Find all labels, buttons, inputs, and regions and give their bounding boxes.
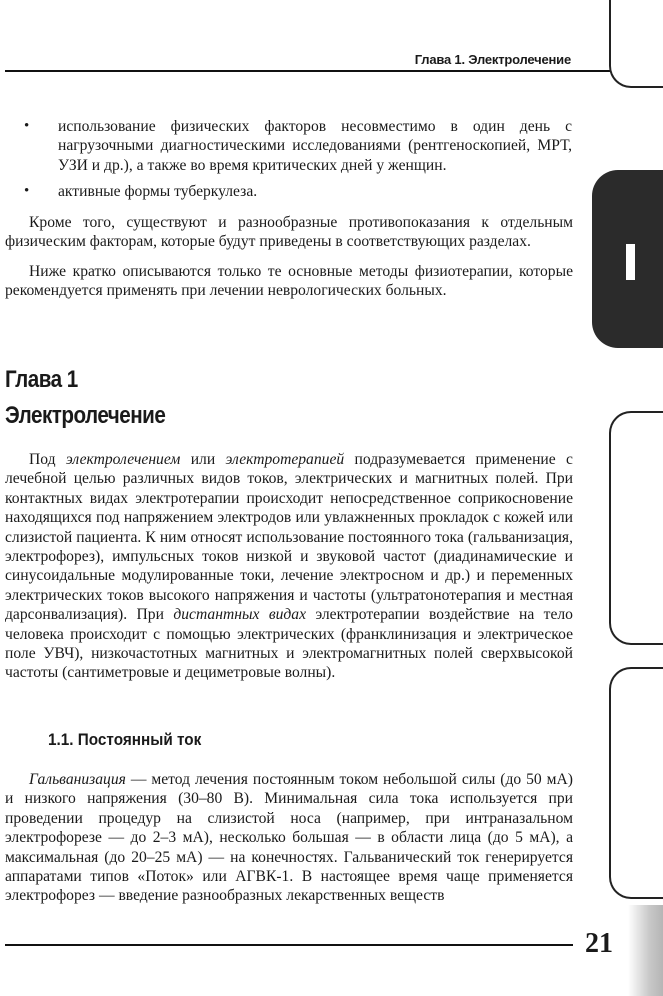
bullet-marker: • — [24, 118, 30, 134]
header-rule — [5, 70, 611, 72]
text-run: подразумевается применение с лечебной целью различных видов токов, электрических и магнитных полей. При контактных видах электротерапии происходит непосредственное соприкосновение находящихся под напряжением электродов или увлажненных прокладок с кожей или слизистой пациента. К ним относят использование постоянного тока (гальванизация, электрофорез), импульсных токов низкой и звуковой частот (диадинамические и синусоидальные модулированные токи, лечение электросном и др.) и переменных электрических токов высокого напряжения и частоты (ультратонотерапия и местная дарсонвализация). При — [5, 451, 573, 624]
emphasis-term: Гальванизация — [29, 771, 126, 788]
thumb-tab-middle — [609, 411, 663, 645]
thumb-tab-top — [609, 0, 663, 88]
text-run: — метод лечения постоянным током небольшой силы (до 50 мА) и низкого напряжения (30–80 В). Минимальная сила тока используется при проведении процедур на слизистой носа (например, при интраназальном электрофорезе — до 2–3 мА), несколько большая — в области лица (до 5 мА), а максимальная (до 20–25 мА) — на конечностях. Гальванический ток генерируется аппаратами типов «Поток» или АГВК-1. В настоящее время чаще применяется электрофорез — введение разнообразных лекарственных веществ — [5, 771, 573, 905]
section-paragraph — [5, 770, 573, 906]
emphasis-term: электротерапией — [225, 451, 345, 468]
emphasis-term: электролечением — [65, 451, 181, 468]
chapter-number: Глава 1 — [5, 366, 78, 393]
section-marker-bar — [626, 244, 635, 280]
intro-paragraph: Ниже кратко описываются только те основные методы физиотерапии, которые рекомендуется применять при лечении неврологических больных. — [5, 263, 573, 300]
text-run: Под — [29, 451, 66, 468]
chapter-paragraph — [5, 450, 573, 683]
thumb-tab-bottom — [609, 667, 663, 899]
section-title: 1.1. Постоянный ток — [48, 730, 202, 749]
page-edge-shadow — [628, 905, 663, 996]
page-number: 21 — [585, 928, 613, 959]
footer-rule — [5, 944, 573, 946]
emphasis-term: дистантных видах — [173, 606, 307, 624]
bullet-marker: • — [24, 183, 30, 199]
text-run: или — [180, 451, 226, 468]
running-header: Глава 1. Электролечение — [414, 52, 571, 67]
bullet-item: активные формы туберкулеза. — [58, 183, 258, 200]
intro-paragraph: Кроме того, существуют и разнообразные противопоказания к отдельным физическим факторам, которые будут приведены в соответствующих разделах. — [5, 214, 573, 251]
text-run: электротерапии воздействие на тело человека происходит с помощью электрических (франклинизация и электрическое поле УВЧ), низкочастотных магнитных и электромагнитных полей сверхвысокой частоты (сантиметровые и дециметровые волны). — [5, 606, 573, 682]
bullet-item: использование физических факторов несовместимо в один день с нагрузочными диагностическими исследованиями (рентгеноскопией, МРТ, УЗИ и др.), а также во время критических дней у женщин. — [58, 118, 572, 174]
chapter-title: Электролечение — [5, 402, 166, 429]
